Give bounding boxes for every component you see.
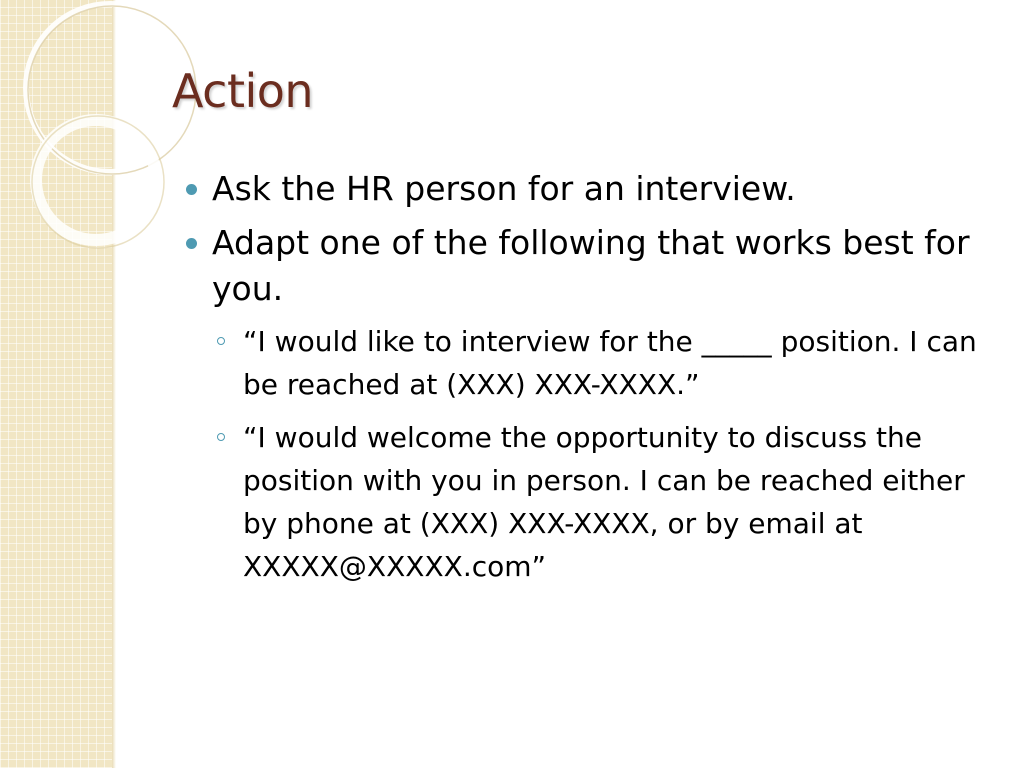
sub-bullet-text: “I would welcome the opportunity to discuss the position with you in person. I can be reached either by phone at (XXX) XXX-XXXX, or by email at XXXXX@XXXXX.com” xyxy=(243,421,965,583)
bullet-ring-icon xyxy=(217,433,225,441)
slide-title: Action xyxy=(172,64,314,118)
sub-bullet-item xyxy=(216,320,984,406)
decorative-ring-lower-shadow xyxy=(32,116,164,248)
bullet-text: Ask the HR person for an interview. xyxy=(212,169,796,208)
bullet-text: Adapt one of the following that works best for you. xyxy=(212,223,970,308)
bullet-dot-icon xyxy=(186,238,197,249)
bullet-dot-icon xyxy=(186,184,197,195)
bullet-list xyxy=(184,166,984,598)
decorative-circles-icon xyxy=(0,0,160,300)
sub-bullet-item xyxy=(216,416,984,588)
bullet-item xyxy=(184,166,984,212)
bullet-item xyxy=(184,220,984,312)
sub-bullet-text: “I would like to interview for the _____ position. I can be reached at (XXX) XXX-XXXX.” xyxy=(243,325,977,401)
bullet-ring-icon xyxy=(217,337,225,345)
decorative-ring-lower xyxy=(36,120,156,240)
